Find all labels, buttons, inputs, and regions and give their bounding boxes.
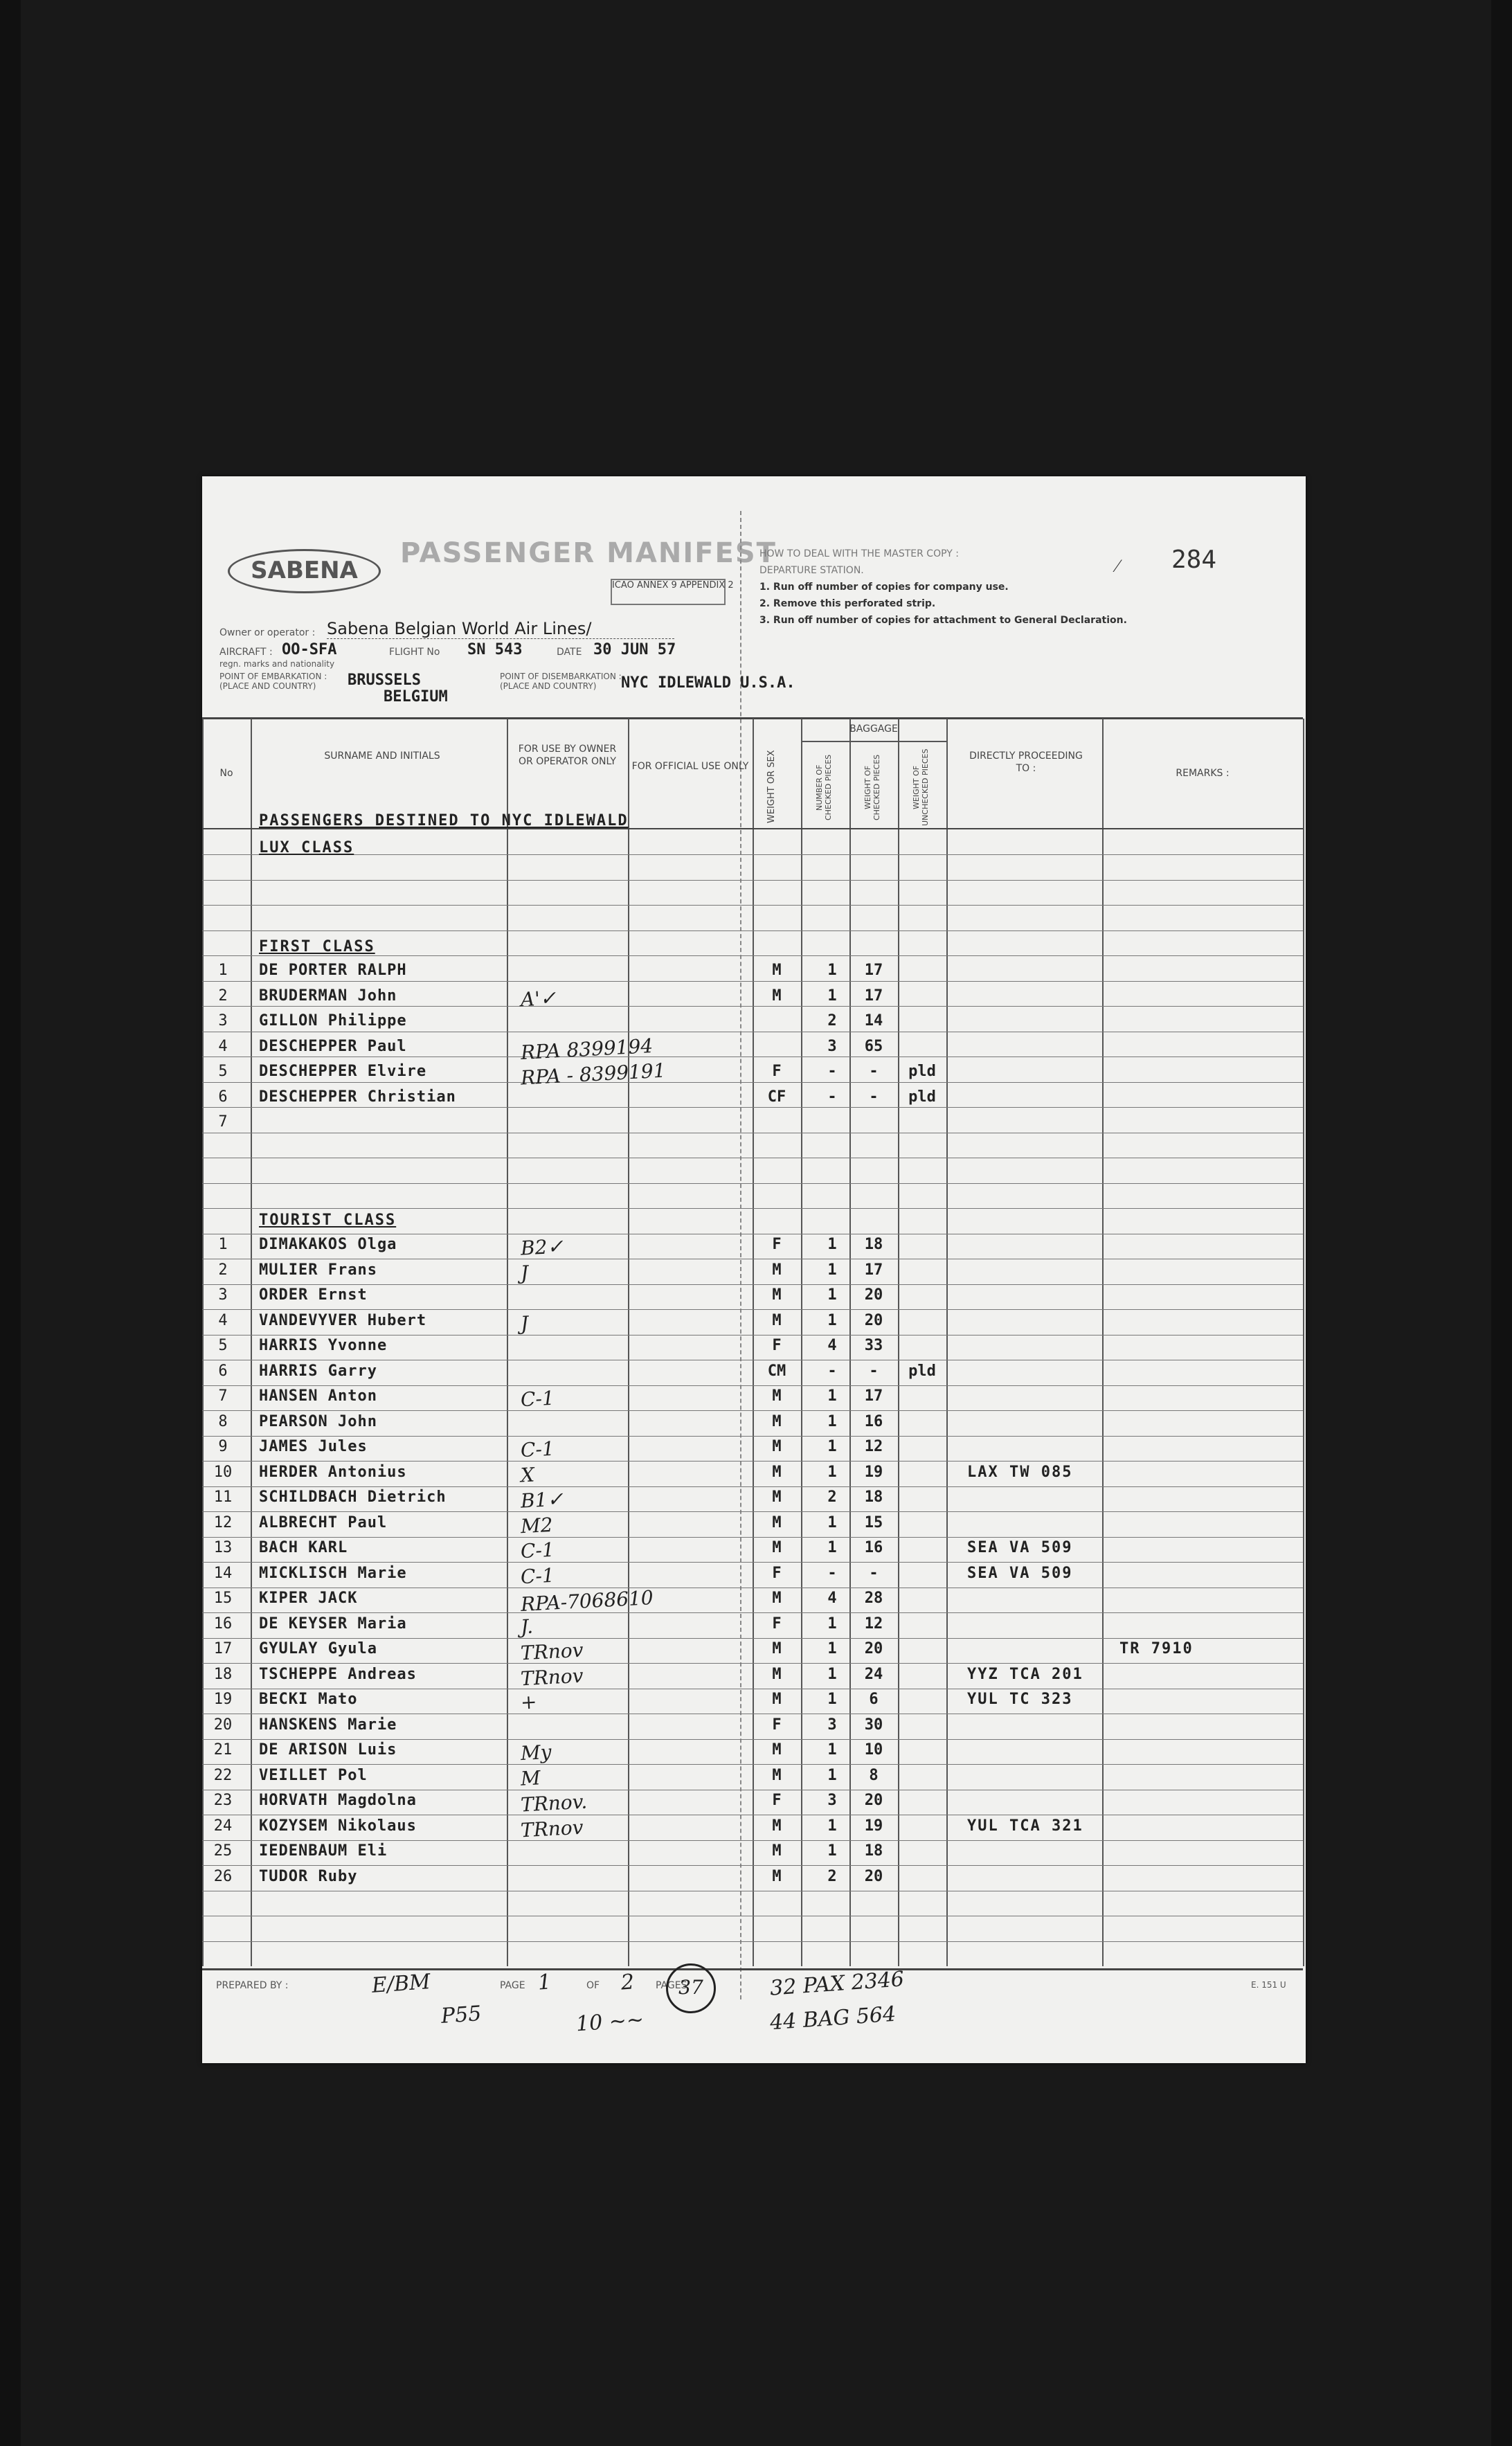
row-number: 23	[213, 1792, 233, 1809]
page-label: PAGE	[500, 1980, 525, 1991]
prepared-by-label: PREPARED BY :	[216, 1980, 289, 1991]
onward-destination: SEA VA 509	[967, 1539, 1073, 1556]
passenger-name: VANDEVYVER Hubert	[259, 1312, 427, 1329]
table-row	[202, 1868, 1306, 1893]
table-row	[202, 1034, 1306, 1064]
checked-weight: 19	[864, 1817, 883, 1835]
table-row	[202, 1012, 1306, 1037]
onward-destination: YUL TCA 321	[967, 1817, 1083, 1835]
weight-or-sex: M	[772, 1640, 782, 1657]
passenger-name: DESCHEPPER Elvire	[259, 1063, 427, 1080]
table-row	[202, 1059, 1306, 1090]
regn-label: regn. marks and nationality	[219, 659, 335, 669]
checked-weight: 17	[864, 987, 883, 1005]
checked-weight: 8	[869, 1767, 879, 1784]
weight-or-sex: M	[772, 1691, 782, 1708]
unchecked-weight: pld	[908, 1088, 936, 1106]
baggage-group-line	[801, 741, 946, 742]
circled-number: 37	[666, 1963, 716, 2013]
table-row	[202, 1586, 1306, 1616]
passenger-name: HANSKENS Marie	[259, 1716, 397, 1734]
weight-or-sex: M	[772, 1817, 782, 1835]
ruled-line	[202, 905, 1303, 906]
row-number: 25	[213, 1842, 233, 1860]
checked-pieces: 1	[827, 1312, 837, 1329]
checked-weight: 65	[864, 1038, 883, 1055]
row-number: 5	[218, 1063, 228, 1080]
table-row	[202, 1113, 1306, 1138]
weight-or-sex: F	[772, 1792, 782, 1809]
checked-weight: 20	[864, 1286, 883, 1304]
row-number: 4	[218, 1038, 228, 1055]
checked-weight: 30	[864, 1716, 883, 1734]
passenger-name: ALBRECHT Paul	[259, 1514, 388, 1531]
owner-notation: J	[520, 1311, 530, 1336]
table-row	[202, 1842, 1306, 1867]
ruled-line	[202, 1941, 1303, 1942]
ruled-line	[202, 1183, 1303, 1184]
col-header-unchecked-weight: WEIGHT OF UNCHECKED PIECES	[912, 748, 930, 827]
aircraft-value: OO-SFA	[282, 641, 337, 658]
checked-pieces: 4	[827, 1590, 837, 1607]
date-label: DATE	[557, 647, 582, 658]
checked-pieces: 1	[827, 1691, 837, 1708]
checked-pieces: 2	[827, 1012, 837, 1029]
row-number: 6	[218, 1363, 228, 1380]
unchecked-weight: pld	[908, 1063, 936, 1080]
passenger-name: DE KEYSER Maria	[259, 1615, 407, 1633]
owner-notation: C-1	[520, 1437, 555, 1462]
passenger-name: GYULAY Gyula	[259, 1640, 377, 1657]
sabena-logo: SABENA	[228, 549, 381, 593]
row-number: 1	[218, 1236, 228, 1253]
table-row	[202, 1767, 1306, 1792]
passenger-name: JAMES Jules	[259, 1438, 368, 1455]
owner-notation: RPA 8399194	[520, 1034, 654, 1064]
weight-or-sex: F	[772, 1063, 782, 1080]
instructions-subheading: DEPARTURE STATION.	[759, 565, 864, 576]
weight-or-sex: F	[772, 1565, 782, 1582]
weight-or-sex: M	[772, 1514, 782, 1531]
row-number: 20	[213, 1716, 233, 1734]
weight-or-sex: M	[772, 1286, 782, 1304]
table-row	[202, 1741, 1306, 1766]
passenger-name: MICKLISCH Marie	[259, 1565, 407, 1582]
onward-destination: YYZ TCA 201	[967, 1666, 1083, 1683]
flight-label: FLIGHT No	[389, 647, 440, 658]
checked-weight: -	[869, 1565, 879, 1582]
checked-weight: 6	[869, 1691, 879, 1708]
flight-value: SN 543	[467, 641, 523, 658]
destination-heading: PASSENGERS DESTINED TO NYC IDLEWALD	[259, 812, 629, 829]
table-row	[202, 1792, 1306, 1817]
row-number: 15	[213, 1590, 233, 1607]
col-header-no: No	[219, 768, 233, 779]
checked-pieces: 2	[827, 1868, 837, 1885]
table-row	[202, 1286, 1306, 1311]
checked-pieces: 1	[827, 962, 837, 979]
row-number: 3	[218, 1286, 228, 1304]
table-row	[202, 1261, 1306, 1286]
page-total: 2	[620, 1970, 636, 1995]
passenger-name: HORVATH Magdolna	[259, 1792, 417, 1809]
page-note: 10 ~~	[575, 2007, 645, 2037]
weight-or-sex: F	[772, 1337, 782, 1354]
owner-notation: J	[520, 1261, 530, 1285]
owner-notation: M	[520, 1766, 541, 1790]
checked-pieces: -	[827, 1088, 837, 1106]
checked-weight: 18	[864, 1489, 883, 1506]
unchecked-weight: pld	[908, 1363, 936, 1380]
row-number: 2	[218, 1261, 228, 1279]
checked-pieces: 1	[827, 1666, 837, 1683]
weight-or-sex: M	[772, 1590, 782, 1607]
checked-pieces: 1	[827, 1615, 837, 1633]
checked-weight: 17	[864, 962, 883, 979]
weight-or-sex: M	[772, 1387, 782, 1405]
passenger-name: DIMAKAKOS Olga	[259, 1236, 397, 1253]
row-number: 8	[218, 1413, 228, 1430]
form-code: E. 151 U	[1251, 1980, 1286, 1990]
checked-weight: -	[869, 1363, 879, 1380]
checked-weight: 19	[864, 1464, 883, 1481]
row-number: 10	[213, 1464, 233, 1481]
row-number: 2	[218, 987, 228, 1005]
manifest-sheet	[202, 476, 1306, 2063]
checked-weight: 20	[864, 1640, 883, 1657]
checked-pieces: 1	[827, 1438, 837, 1455]
embarkation-country: BELGIUM	[384, 688, 448, 705]
row-number: 24	[213, 1817, 233, 1835]
manifest-title: PASSENGER MANIFEST	[400, 537, 777, 569]
passenger-name: HANSEN Anton	[259, 1387, 377, 1405]
table-row	[202, 1088, 1306, 1113]
checked-weight: 33	[864, 1337, 883, 1354]
row-number: 18	[213, 1666, 233, 1683]
checked-weight: 12	[864, 1615, 883, 1633]
initials-signature: P55	[440, 2002, 483, 2029]
page-number: 284	[1171, 546, 1217, 574]
weight-or-sex: M	[772, 962, 782, 979]
owner-notation: X	[520, 1463, 535, 1487]
table-row	[202, 1691, 1306, 1716]
table-row	[202, 1817, 1306, 1842]
owner-notation: TRnov.	[520, 1790, 588, 1817]
checked-weight: 18	[864, 1842, 883, 1860]
passenger-name: IEDENBAUM Eli	[259, 1842, 388, 1860]
owner-notation: C-1	[520, 1386, 555, 1412]
checked-pieces: 4	[827, 1337, 837, 1354]
first-class-heading: FIRST CLASS	[259, 938, 375, 955]
checked-weight: 20	[864, 1792, 883, 1809]
passenger-name: BRUDERMAN John	[259, 987, 397, 1005]
weight-or-sex: M	[772, 1312, 782, 1329]
owner-notation: RPA-7068610	[520, 1586, 654, 1616]
checked-weight: 14	[864, 1012, 883, 1029]
checked-weight: 28	[864, 1590, 883, 1607]
row-number: 21	[213, 1741, 233, 1759]
weight-or-sex: M	[772, 1539, 782, 1556]
row-number: 12	[213, 1514, 233, 1531]
passenger-name: HERDER Antonius	[259, 1464, 407, 1481]
col-header-official: FOR OFFICIAL USE ONLY	[631, 761, 749, 772]
checked-weight: 17	[864, 1387, 883, 1405]
owner-notation: A'✓	[520, 986, 557, 1011]
checked-pieces: 3	[827, 1038, 837, 1055]
ruled-line	[202, 930, 1303, 931]
master-copy-instructions	[759, 546, 1127, 629]
checked-pieces: 1	[827, 1640, 837, 1657]
row-number: 6	[218, 1088, 228, 1106]
checked-weight: 16	[864, 1413, 883, 1430]
row-number: 16	[213, 1615, 233, 1633]
col-header-surname: SURNAME AND INITIALS	[324, 750, 440, 762]
table-row	[202, 1312, 1306, 1337]
col-header-directly: DIRECTLY PROCEEDING TO :	[969, 750, 1083, 774]
passenger-name: KIPER JACK	[259, 1590, 358, 1607]
owner-notation: RPA - 8399191	[520, 1059, 667, 1090]
instructions-heading: HOW TO DEAL WITH THE MASTER COPY :	[759, 548, 959, 559]
table-row	[202, 1413, 1306, 1438]
owner-notation: +	[520, 1690, 538, 1714]
operator-label: Owner or operator :	[219, 627, 316, 638]
of-label: OF	[586, 1980, 600, 1991]
passenger-name: KOZYSEM Nikolaus	[259, 1817, 417, 1835]
owner-notation: C-1	[520, 1538, 555, 1563]
row-number: 7	[218, 1387, 228, 1405]
check-tick: ⁄	[1116, 556, 1119, 577]
checked-pieces: 2	[827, 1489, 837, 1506]
weight-or-sex: M	[772, 987, 782, 1005]
passenger-name: DE ARISON Luis	[259, 1741, 397, 1759]
owner-notation: B2✓	[520, 1234, 564, 1260]
lux-class-heading: LUX CLASS	[259, 839, 354, 856]
pages-label: PAGES	[656, 1980, 687, 1991]
col-header-checked-pieces: NUMBER OF CHECKED PIECES	[815, 754, 833, 821]
passenger-name: DESCHEPPER Paul	[259, 1038, 407, 1055]
owner-notation: B1✓	[520, 1487, 564, 1513]
pax-total-note: 32 PAX 2346	[769, 1967, 906, 2001]
ruled-line	[202, 1208, 1303, 1209]
row-number: 14	[213, 1565, 233, 1582]
aircraft-label: AIRCRAFT :	[219, 647, 273, 658]
row-number: 1	[218, 962, 228, 979]
weight-or-sex: M	[772, 1261, 782, 1279]
table-row	[202, 1666, 1306, 1691]
col-header-weight-sex: WEIGHT OR SEX	[766, 750, 777, 823]
col-header-remarks: REMARKS :	[1176, 768, 1230, 779]
table-row	[202, 1640, 1306, 1665]
weight-or-sex: F	[772, 1236, 782, 1253]
passenger-name: DE PORTER RALPH	[259, 962, 407, 979]
weight-or-sex: F	[772, 1615, 782, 1633]
passenger-name: MULIER Frans	[259, 1261, 377, 1279]
checked-pieces: -	[827, 1063, 837, 1080]
checked-pieces: 1	[827, 1236, 837, 1253]
weight-or-sex: M	[772, 1767, 782, 1784]
passenger-name: TSCHEPPE Andreas	[259, 1666, 417, 1683]
table-row	[202, 1236, 1306, 1261]
checked-pieces: 1	[827, 1413, 837, 1430]
passenger-name: DESCHEPPER Christian	[259, 1088, 456, 1106]
bag-total-note: 44 BAG 564	[769, 2002, 897, 2035]
row-number: 7	[218, 1113, 228, 1131]
row-number: 3	[218, 1012, 228, 1029]
checked-weight: 18	[864, 1236, 883, 1253]
row-number: 13	[213, 1539, 233, 1556]
checked-pieces: 3	[827, 1792, 837, 1809]
checked-pieces: 1	[827, 1286, 837, 1304]
weight-or-sex: M	[772, 1413, 782, 1430]
checked-weight: -	[869, 1088, 879, 1106]
passenger-name: VEILLET Pol	[259, 1767, 368, 1784]
instruction-item: 2. Remove this perforated strip.	[759, 598, 936, 609]
checked-pieces: 1	[827, 1464, 837, 1481]
operator-value: Sabena Belgian World Air Lines/	[327, 619, 674, 639]
col-header-baggage: BAGGAGE	[849, 723, 898, 735]
checked-pieces: -	[827, 1565, 837, 1582]
icao-annex-box: ICAO ANNEX 9 APPENDIX 2	[611, 579, 726, 605]
checked-pieces: 1	[827, 1387, 837, 1405]
passenger-name: HARRIS Garry	[259, 1363, 377, 1380]
table-row	[202, 962, 1306, 987]
table-row	[202, 1716, 1306, 1741]
checked-pieces: 1	[827, 1539, 837, 1556]
row-number: 19	[213, 1691, 233, 1708]
tourist-class-heading: TOURIST CLASS	[259, 1212, 397, 1229]
checked-weight: 17	[864, 1261, 883, 1279]
onward-destination: YUL TC 323	[967, 1691, 1073, 1708]
prepared-by-signature: E/BM	[370, 1970, 431, 1998]
owner-notation: M2	[520, 1513, 554, 1538]
row-number: 4	[218, 1312, 228, 1329]
table-row	[202, 987, 1306, 1012]
checked-weight: 20	[864, 1868, 883, 1885]
weight-or-sex: M	[772, 1438, 782, 1455]
onward-destination: LAX TW 085	[967, 1464, 1073, 1481]
ruled-line	[202, 955, 1303, 956]
checked-pieces: 1	[827, 987, 837, 1005]
owner-notation: TRnov	[520, 1815, 584, 1842]
owner-notation: TRnov	[520, 1638, 584, 1665]
table-row	[202, 1387, 1306, 1412]
checked-weight: -	[869, 1063, 879, 1080]
weight-or-sex: M	[772, 1868, 782, 1885]
passenger-name: GILLON Philippe	[259, 1012, 407, 1029]
instruction-item: 1. Run off number of copies for company use.	[759, 582, 1009, 593]
weight-or-sex: M	[772, 1464, 782, 1481]
col-header-owner: FOR USE BY OWNER OR OPERATOR ONLY	[518, 744, 617, 767]
checked-pieces: 1	[827, 1817, 837, 1835]
checked-weight: 15	[864, 1514, 883, 1531]
disembarkation-label: POINT OF DISEMBARKATION : (PLACE AND COUNTRY)	[500, 672, 622, 691]
table-row	[202, 1615, 1306, 1640]
checked-weight: 10	[864, 1741, 883, 1759]
weight-or-sex: CM	[767, 1363, 786, 1380]
passenger-name: TUDOR Ruby	[259, 1868, 358, 1885]
passenger-name: PEARSON John	[259, 1413, 377, 1430]
row-number: 11	[213, 1489, 233, 1506]
footer-border	[202, 1968, 1303, 1970]
table-row	[202, 1514, 1306, 1539]
instruction-item: 3. Run off number of copies for attachment to General Declaration.	[759, 615, 1127, 626]
ruled-line	[202, 854, 1303, 855]
disembarkation-value: NYC IDLEWALD U.S.A.	[621, 674, 795, 692]
checked-pieces: 1	[827, 1514, 837, 1531]
embarkation-label: POINT OF EMBARKATION : (PLACE AND COUNTRY)	[219, 672, 327, 691]
checked-pieces: 1	[827, 1741, 837, 1759]
date-value: 30 JUN 57	[593, 641, 676, 658]
weight-or-sex: M	[772, 1666, 782, 1683]
table-row	[202, 1438, 1306, 1463]
checked-pieces: 1	[827, 1842, 837, 1860]
page-current: 1	[537, 1970, 552, 1995]
table-row	[202, 1539, 1306, 1564]
owner-notation: My	[520, 1740, 552, 1765]
weight-or-sex: CF	[767, 1088, 786, 1106]
row-number: 9	[218, 1438, 228, 1455]
checked-weight: 20	[864, 1312, 883, 1329]
ruled-line	[202, 880, 1303, 881]
table-row	[202, 1337, 1306, 1362]
weight-or-sex: M	[772, 1489, 782, 1506]
table-row	[202, 1363, 1306, 1387]
checked-pieces: 3	[827, 1716, 837, 1734]
checked-pieces: 1	[827, 1261, 837, 1279]
passenger-name: ORDER Ernst	[259, 1286, 368, 1304]
checked-pieces: 1	[827, 1767, 837, 1784]
checked-weight: 12	[864, 1438, 883, 1455]
table-row	[202, 1489, 1306, 1513]
row-number: 26	[213, 1868, 233, 1885]
passenger-name: BACH KARL	[259, 1539, 348, 1556]
remarks: TR 7910	[1119, 1640, 1194, 1657]
weight-or-sex: M	[772, 1842, 782, 1860]
embarkation-place: BRUSSELS	[348, 672, 421, 689]
onward-destination: SEA VA 509	[967, 1565, 1073, 1582]
passenger-name: HARRIS Yvonne	[259, 1337, 388, 1354]
owner-notation: C-1	[520, 1563, 555, 1589]
checked-weight: 24	[864, 1666, 883, 1683]
passenger-name: BECKI Mato	[259, 1691, 358, 1708]
table-row	[202, 1565, 1306, 1590]
weight-or-sex: F	[772, 1716, 782, 1734]
row-number: 5	[218, 1337, 228, 1354]
table-row	[202, 1464, 1306, 1489]
row-number: 22	[213, 1767, 233, 1784]
owner-notation: J.	[520, 1615, 534, 1639]
row-number: 17	[213, 1640, 233, 1657]
passenger-name: SCHILDBACH Dietrich	[259, 1489, 447, 1506]
checked-weight: 16	[864, 1539, 883, 1556]
weight-or-sex: M	[772, 1741, 782, 1759]
col-header-checked-weight: WEIGHT OF CHECKED PIECES	[863, 754, 881, 821]
checked-pieces: -	[827, 1363, 837, 1380]
owner-notation: TRnov	[520, 1664, 584, 1691]
